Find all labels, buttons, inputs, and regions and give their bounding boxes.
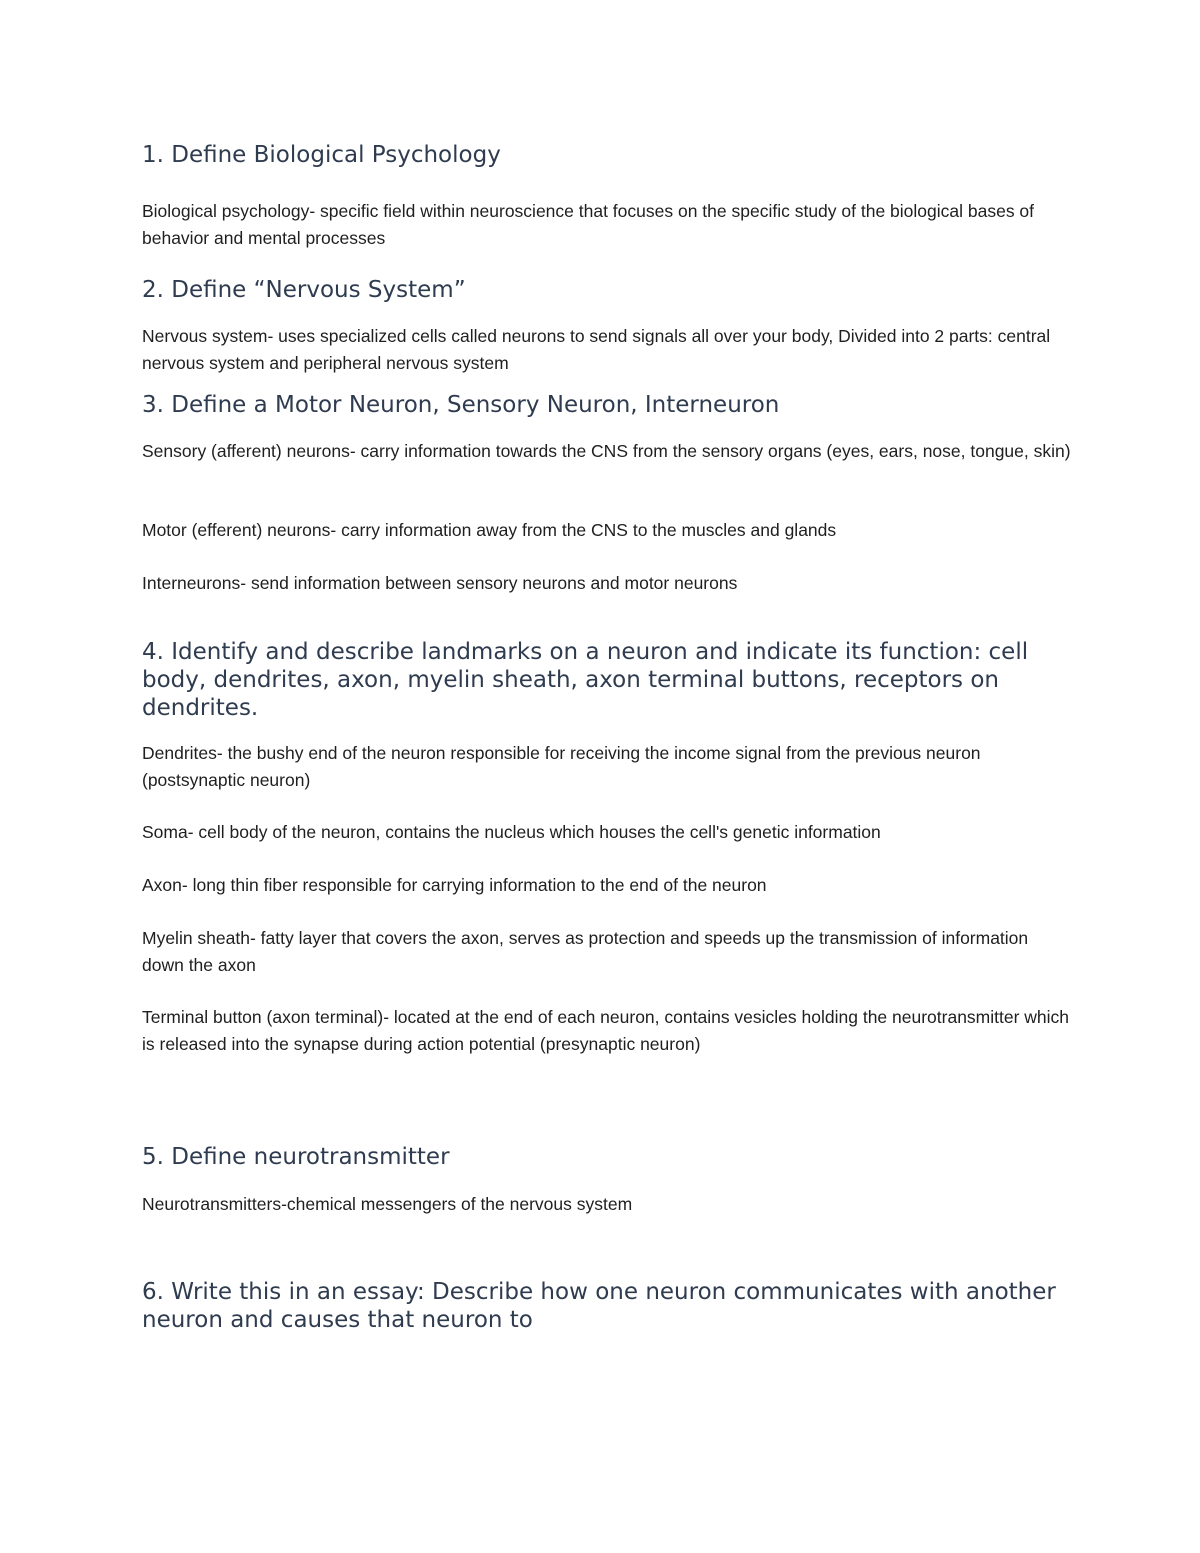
section-4-heading: 4. Identify and describe landmarks on a neuron and indicate its function: cell body, dendrites, axon, myelin sheath, axon terminal buttons, receptors on dendrites.: [142, 639, 1029, 721]
section-3-heading: 3. Define a Motor Neuron, Sensory Neuron, Interneuron: [142, 392, 780, 418]
section-2-heading: 2. Define “Nervous System”: [142, 277, 466, 303]
section-5-paragraph: Neurotransmitters-chemical messengers of the nervous system: [142, 1194, 633, 1214]
section-4-paragraph-dendrites: Dendrites- the bushy end of the neuron responsible for receiving the income signal from the previous neuron (postsynaptic neuron): [142, 743, 981, 790]
section-1-heading: 1. Define Biological Psychology: [142, 142, 501, 168]
section-6-heading: 6. Write this in an essay: Describe how one neuron communicates with another neuron and causes that neuron to: [142, 1279, 1056, 1333]
section-4-paragraph-soma: Soma- cell body of the neuron, contains the nucleus which houses the cell's genetic information: [142, 822, 881, 842]
section-4-paragraph-terminal: Terminal button (axon terminal)- located at the end of each neuron, contains vesicles holding the neurotransmitter which is released into the synapse during action potential (presynaptic neuron): [142, 1007, 1070, 1054]
section-2-paragraph: Nervous system- uses specialized cells called neurons to send signals all over your body, Divided into 2 parts: central nervous system and peripheral nervous system: [142, 326, 1051, 373]
section-1-paragraph: Biological psychology- specific field within neuroscience that focuses on the specific study of the biological bases of behavior and mental processes: [142, 201, 1035, 248]
section-4-paragraph-axon: Axon- long thin fiber responsible for carrying information to the end of the neuron: [142, 875, 767, 895]
section-4-paragraph-myelin: Myelin sheath- fatty layer that covers the axon, serves as protection and speeds up the transmission of information down the axon: [142, 928, 1029, 975]
section-5-heading: 5. Define neurotransmitter: [142, 1144, 450, 1170]
section-3-paragraph-sensory: Sensory (afferent) neurons- carry information towards the CNS from the sensory organs (eyes, ears, nose, tongue, skin): [142, 441, 1071, 461]
section-3-paragraph-interneurons: Interneurons- send information between sensory neurons and motor neurons: [142, 573, 738, 593]
section-3-paragraph-motor: Motor (efferent) neurons- carry information away from the CNS to the muscles and glands: [142, 520, 837, 540]
